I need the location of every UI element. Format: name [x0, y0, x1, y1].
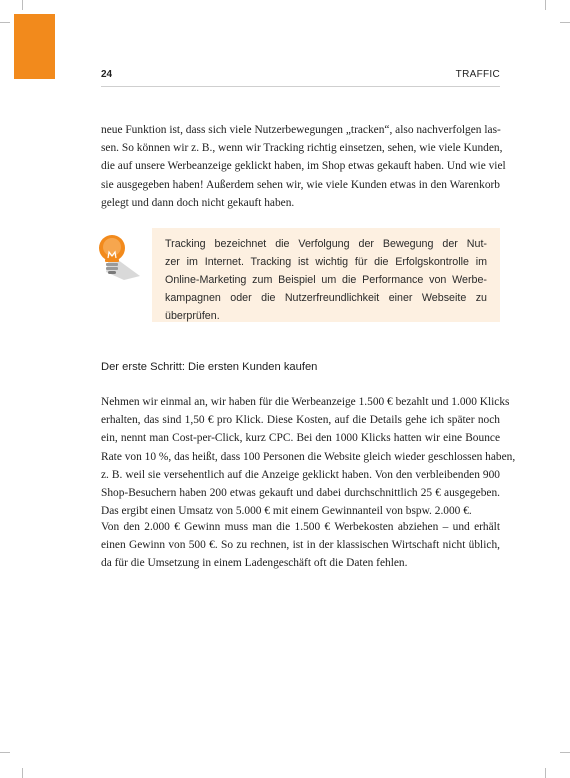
bulb-tip: [108, 271, 116, 274]
text-line: ein, nennt man Cost-per-Click, kurz CPC. Bei den 1000 Klicks hatten wir eine Bounce: [101, 432, 500, 445]
crop-mark: [22, 0, 23, 10]
text-line: die auf unsere Werbeanzeige geklickt haben, im Shop etwas gekauft haben. Und wie viel: [101, 160, 506, 173]
crop-mark: [545, 768, 546, 778]
text-line: Das ergibt einen Umsatz von 5.000 € mit einem Gewinnanteil von bspw. 2.000 €.: [101, 505, 472, 518]
text-line: neue Funktion ist, dass sich viele Nutzerbewegungen „tracken“, also nachverfolgen las-: [101, 124, 501, 136]
info-box-text: [165, 235, 487, 325]
text-line: Online-Marketing zum Beispiel um die Performance von Werbe-: [165, 274, 487, 286]
crop-mark: [0, 22, 10, 23]
page-number: 24: [101, 69, 113, 80]
text-line: Shop-Besuchern haben 200 etwas gekauft und dabei durchschnittlich 25 € ausgegeben.: [101, 487, 500, 500]
text-line: einen Gewinn von 500 €. So zu rechnen, ist in der klassischen Wirtschaft nicht üblich,: [101, 539, 500, 552]
text-line: da für die Umsetzung in einem Ladengeschäft oft die Daten fehlen.: [101, 557, 408, 570]
bulb-highlight: [103, 238, 121, 256]
running-title: TRAFFIC: [455, 69, 500, 80]
text-line: Tracking bezeichnet die Verfolgung der Bewegung der Nut-: [165, 238, 487, 250]
header-divider: [101, 86, 500, 87]
body-paragraph-2: [101, 518, 500, 573]
section-heading: Der erste Schritt: Die ersten Kunden kaufen: [101, 361, 318, 373]
crop-mark: [545, 0, 546, 10]
text-line: zer im Internet. Tracking ist wichtig für die Erfolgskontrolle im: [165, 256, 487, 268]
bulb-base-ring: [106, 263, 118, 266]
chapter-color-tab: [14, 14, 55, 79]
crop-mark: [0, 752, 10, 753]
text-line: Rate von 10 %, das heißt, dass 100 Personen die Website gleich wieder geschlossen haben,: [101, 450, 516, 463]
text-line: sen. So können wir z. B., wenn wir Tracking richtig einsetzen, sehen, wie viele Kunden,: [101, 142, 503, 155]
bulb-base-top: [105, 259, 119, 262]
text-line: kampagnen oder die Nutzerfreundlichkeit einer Webseite zu: [165, 292, 487, 304]
text-line: erhalten, das sind 1,50 € pro Klick. Diese Kosten, auf die Details gehe ich später noch: [101, 414, 500, 427]
text-line: gelegt und dann doch nicht gekauft haben.: [101, 196, 295, 209]
text-line: Von den 2.000 € Gewinn muss man die 1.500 € Werbekosten abziehen – und erhält: [101, 521, 500, 533]
intro-paragraph: [101, 121, 506, 212]
text-line: z. B. weil sie versehentlich auf die Anzeige geklickt haben. Von den verbleibenden 900: [101, 468, 500, 481]
crop-mark: [560, 22, 570, 23]
lightbulb-icon: [94, 232, 140, 280]
text-line: Nehmen wir einmal an, wir haben für die Werbeanzeige 1.500 € bezahlt und 1.000 Klicks: [101, 396, 510, 408]
crop-mark: [560, 752, 570, 753]
text-line: überprüfen.: [165, 310, 220, 322]
text-line: sie ausgegeben haben! Außerdem sehen wir, wie viele Kunden etwas in den Warenkorb: [101, 178, 500, 191]
bulb-base-ring: [106, 267, 118, 270]
body-paragraph-1: [101, 393, 516, 520]
crop-mark: [22, 768, 23, 778]
info-box: [152, 228, 500, 322]
